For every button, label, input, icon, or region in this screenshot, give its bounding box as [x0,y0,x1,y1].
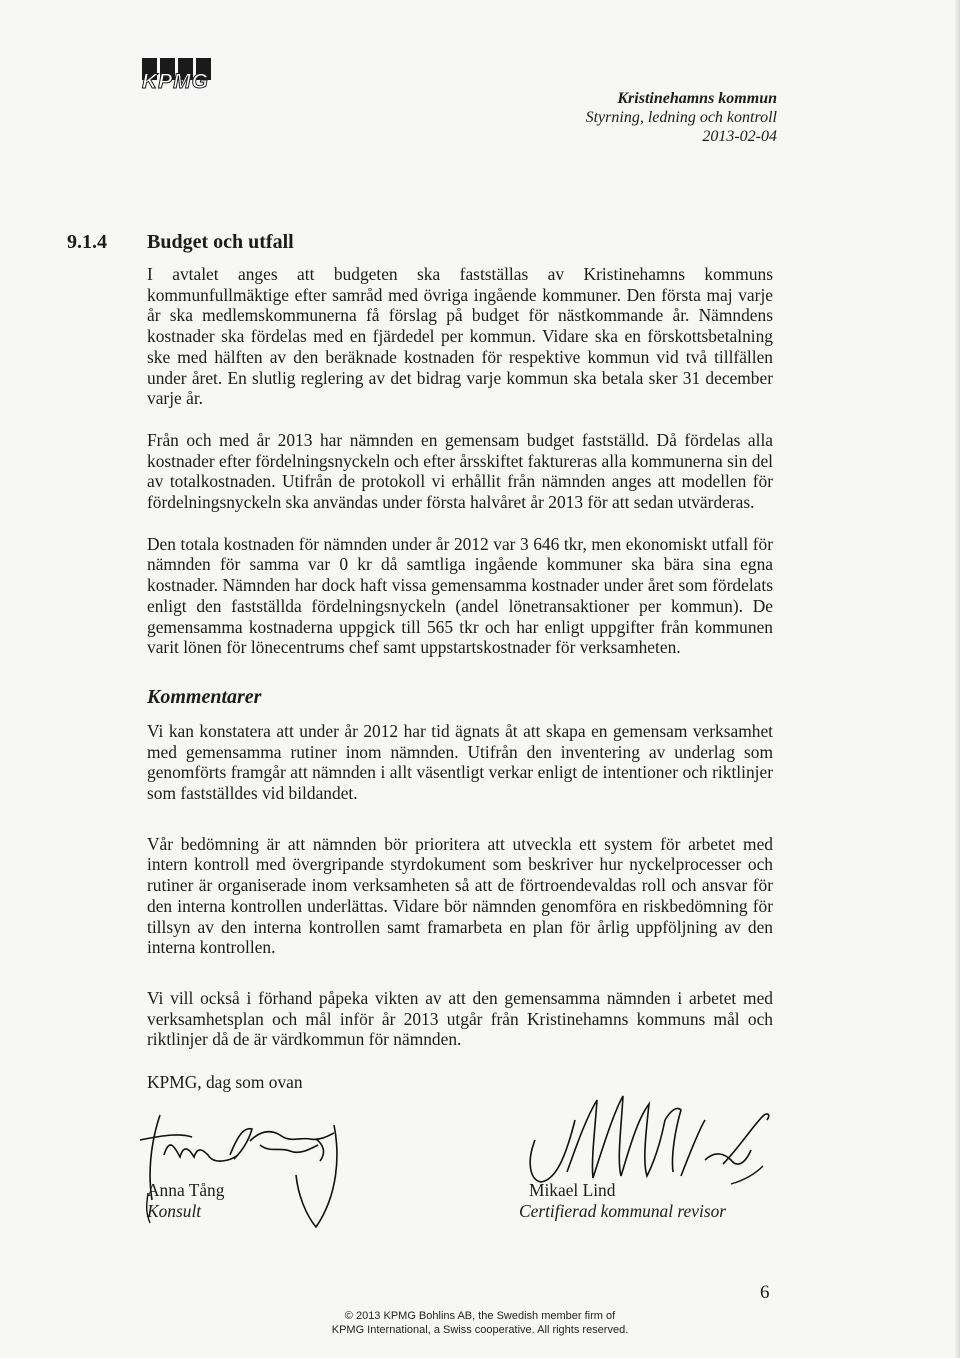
header-date: 2013-02-04 [702,128,777,145]
comments-paragraph: Vi vill också i förhand påpeka vikten av att den gemensamma nämnden i arbetet med verksamhetsplan och mål inför år 2013 utgår från Kristinehamns kommuns mål och riktlinjer då de är värdkommun för nämnden. [147,987,773,1050]
body-paragraph: Från och med år 2013 har nämnden en gemensam budget fastställd. Då fördelas alla kostnader efter fördelningsnyckeln och efter årsskiftet faktureras alla kommunerna sin del av totalkostnaden. Utifrån de protokoll vi erhållit från nämnden anges att modellen för fördelningsnyckeln ska användas under första halvåret år 2013 för att sedan utvärderas. [147,429,773,513]
signer-name: Anna Tång [147,1180,225,1200]
document-header [586,89,777,146]
footer-line: KPMG International, a Swiss cooperative. All rights reserved. [331,1324,629,1336]
signature-block-left [147,1180,224,1222]
signer-role: Konsult [147,1201,202,1221]
section-number: 9.1.4 [67,231,107,253]
signature-block-right [519,1180,726,1222]
signer-role: Certifierad kommunal revisor [519,1201,727,1221]
kpmg-logo [142,58,212,98]
page-number: 6 [760,1282,770,1303]
logo-text: KPMG [142,70,209,93]
copyright-footer [0,1309,960,1337]
signer-name: Mikael Lind [529,1180,616,1200]
comments-paragraph: Vår bedömning är att nämnden bör prioritera att utveckla ett system för arbetet med intern kontroll med övergripande styrdokument som beskriver hur nyckelprocesser och rutiner är organiserade inom verksamheten så att de förtroendevaldas roll och ansvar för den interna kontrollen underlättas. Vidare bör nämnden genomföra en riskbedömning för tillsyn av den interna kontrollen samt framarbeta en plan för årlig uppföljning av den interna kontrollen. [147,833,773,958]
header-organization: Kristinehamns kommun [617,90,777,107]
page-edge [954,0,960,1358]
body-paragraph: I avtalet anges att budgeten ska fastställas av Kristinehamns kommuns kommunfullmäktige efter samråd med övriga ingående kommuner. Den första maj varje år ska medlemskommunerna få förslag på budget för nästkommande år. Nämndens kostnader ska fördelas med en fjärdedel per kommun. Vidare ska en förskottsbetalning ske med hälften av den beräknade kostnaden för respektive kommun vid två tillfällen under året. En slutlig reglering av det bidrag varje kommun ska betala sker 31 december varje år. [147,264,773,409]
comments-paragraph: Vi kan konstatera att under år 2012 har tid ägnats åt att skapa en gemensam verksamhet med gemensamma rutiner inom nämnden. Utifrån den inventering av underlag som genomförts framgår att nämnden i allt väsentligt verkar enligt de intentioner och riktlinjer som fastställdes vid bildandet. [147,720,773,804]
footer-line: © 2013 KPMG Bohlins AB, the Swedish member firm of [344,1310,616,1322]
header-subtitle: Styrning, ledning och kontroll [585,109,777,126]
body-paragraph: Den totala kostnaden för nämnden under år 2012 var 3 646 tkr, men ekonomiskt utfall för nämnden för samma var 0 kr då samtliga ingående kommuner ska bära sina egna kostnader. Nämnden har dock haft vissa gemensamma kostnader under året som fördelats enligt den fastställda fördelningsnyckeln (andel lönetransaktioner per kommun). De gemensamma kostnaderna uppgick till 565 tkr och har enligt uppgifter från kommunen varit lönen för lönecentrums chef samt uppstartskostnader för verksamheten. [147,533,773,658]
document-body [147,264,773,1114]
closing-line: KPMG, dag som ovan [147,1072,303,1093]
comments-heading: Kommentarer [147,685,262,708]
section-title: Budget och utfall [147,231,294,253]
